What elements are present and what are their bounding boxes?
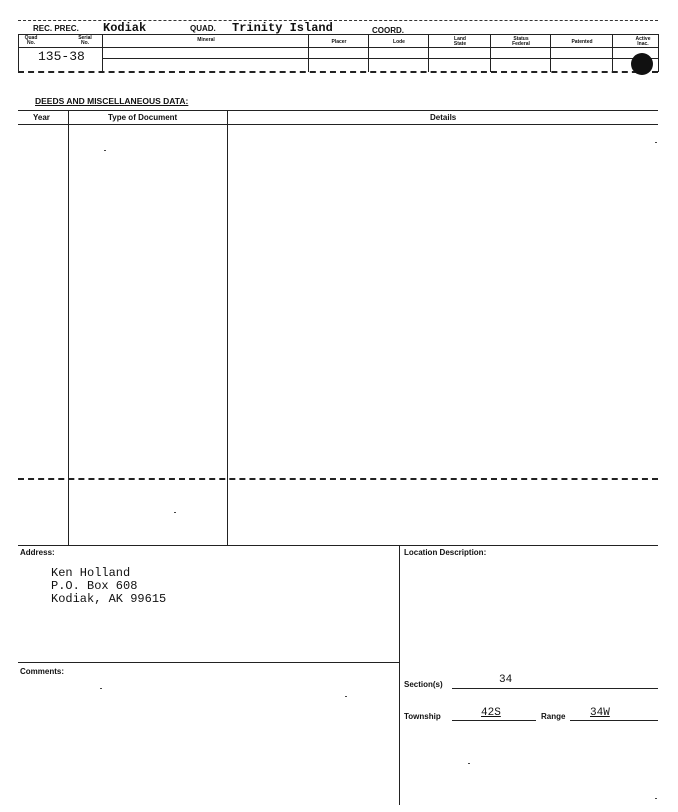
record-mid-rule bbox=[102, 58, 658, 59]
bottom-vertical-divider bbox=[399, 545, 400, 805]
address-label: Address: bbox=[20, 548, 55, 557]
address-line-street: P.O. Box 608 bbox=[51, 579, 138, 593]
col-quad-no: Quad No. bbox=[24, 35, 38, 46]
township-label: Township bbox=[404, 712, 441, 721]
address-line-name: Ken Holland bbox=[51, 566, 131, 580]
col-sep bbox=[308, 34, 309, 72]
location-description-label: Location Description: bbox=[404, 548, 487, 557]
comments-top-rule bbox=[18, 662, 399, 663]
address-line-city: Kodiak, AK 99615 bbox=[51, 592, 167, 606]
deeds-col-year: Year bbox=[33, 113, 50, 122]
active-marker-dot bbox=[631, 53, 653, 75]
quad-value: Trinity Island bbox=[232, 21, 333, 35]
range-value: 34W bbox=[590, 707, 610, 719]
col-status-federal: Status Federal bbox=[512, 36, 530, 47]
col-sep bbox=[658, 34, 659, 72]
col-sep bbox=[368, 34, 369, 72]
bottom-section-rule bbox=[18, 545, 658, 546]
col-mineral: Mineral bbox=[197, 37, 215, 43]
col-sep bbox=[102, 34, 103, 72]
deeds-section-title: DEEDS AND MISCELLANEOUS DATA: bbox=[35, 96, 189, 106]
quad-serial-value: 135-38 bbox=[38, 49, 85, 64]
scan-speck bbox=[345, 696, 347, 697]
range-label: Range bbox=[541, 712, 566, 721]
township-underline bbox=[452, 720, 536, 721]
col-placer: Placer bbox=[331, 39, 347, 45]
sections-label: Section(s) bbox=[404, 680, 443, 689]
deeds-col-details: Details bbox=[430, 113, 457, 122]
col-patented: Patented bbox=[571, 39, 593, 45]
col-sep bbox=[550, 34, 551, 72]
scan-speck bbox=[100, 688, 102, 689]
coord-label: COORD. bbox=[372, 26, 404, 35]
col-lode: Lode bbox=[393, 39, 405, 45]
deeds-col-sep-type bbox=[227, 110, 228, 546]
deeds-dashed-divider bbox=[18, 478, 658, 480]
address-block bbox=[51, 567, 166, 606]
sections-value: 34 bbox=[499, 674, 513, 686]
sections-underline bbox=[452, 688, 658, 689]
scan-speck bbox=[468, 763, 470, 764]
scan-speck bbox=[104, 150, 106, 151]
col-sep bbox=[18, 34, 19, 72]
scan-speck bbox=[655, 798, 657, 799]
deeds-top-rule bbox=[18, 110, 658, 111]
township-value: 42S bbox=[481, 707, 501, 719]
col-land-state: Land State bbox=[453, 36, 467, 47]
scan-speck bbox=[174, 512, 176, 513]
col-sep bbox=[428, 34, 429, 72]
quad-label: QUAD. bbox=[190, 24, 216, 33]
column-header-rule bbox=[18, 47, 658, 48]
col-active-inactive: Active Inac. bbox=[635, 36, 651, 47]
deeds-col-type: Type of Document bbox=[108, 113, 178, 122]
record-bottom-dashed bbox=[18, 71, 658, 73]
scan-speck bbox=[655, 142, 657, 143]
range-underline bbox=[570, 720, 658, 721]
deeds-header-rule bbox=[18, 124, 658, 125]
col-sep bbox=[490, 34, 491, 72]
deeds-col-sep-year bbox=[68, 110, 69, 546]
rec-prec-label: REC. PREC. bbox=[33, 24, 79, 33]
col-sep bbox=[612, 34, 613, 72]
rec-prec-value: Kodiak bbox=[103, 21, 147, 35]
col-serial-no: Serial No. bbox=[78, 35, 92, 46]
header-rule bbox=[18, 34, 658, 35]
comments-label: Comments: bbox=[20, 667, 65, 676]
